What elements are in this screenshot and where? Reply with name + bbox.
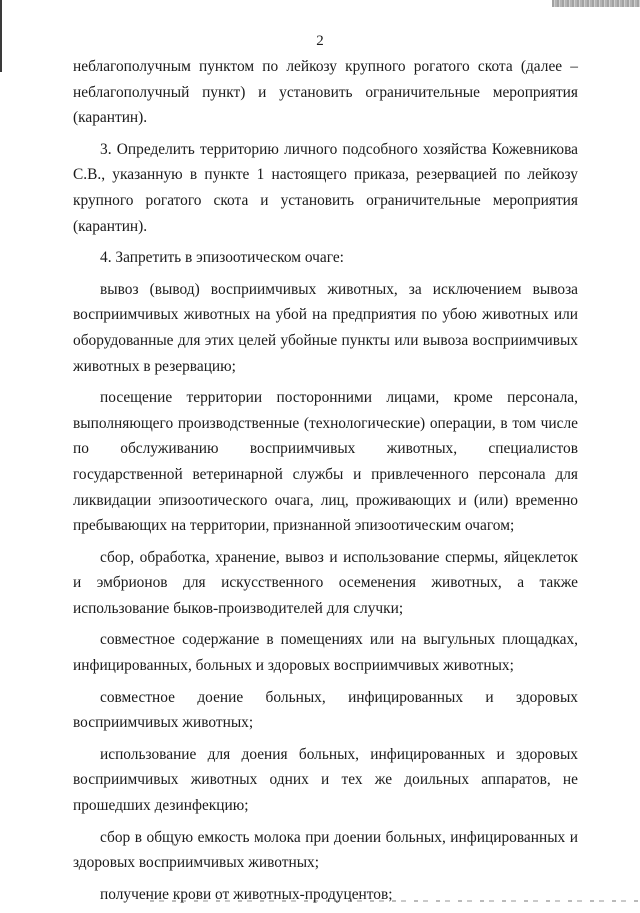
paragraph-continuation: неблагополучным пунктом по лейкозу крупного рогатого скота (далее – неблагополучный пункт) и установить ограничительные мероприятия (карантин). [73,58,578,127]
prohibition-item: сбор, обработка, хранение, вывоз и использование спермы, яйцеклеток и эмбрионов для искусственного осеменения животных, а также использование быков-производителей для случки; [73,548,578,617]
prohibition-item: посещение территории посторонними лицами, кроме персонала, выполняющего производственные (технологические) операции, в том числе по обслуживанию восприимчивых животных, специалистов государственной ветеринарной службы и привлеченного персонала для ликвидации эпизоотического очага, лиц, проживающих и (или) временно пребывающих на территории, признанной эпизоотическим очагом; [73,389,578,535]
prohibition-item: использование для доения больных, инфицированных и здоровых восприимчивых животных одних и тех же доильных аппаратов, не прошедших дезинфекцию; [73,745,578,815]
prohibition-item: совместное доение больных, инфицированных и здоровых восприимчивых животных; [73,688,578,732]
document-body [73,54,578,913]
prohibition-item: совместное содержание в помещениях или на выгульных площадках, инфицированных, больных и здоровых восприимчивых животных; [73,631,578,675]
page-number: 2 [316,33,324,49]
prohibition-item: вывоз (вывод) восприимчивых животных, за исключением вывоза восприимчивых животных на убой на предприятия по убою животных или оборудованные для этих целей убойные пункты или вывоза восприимчивых животных в резервацию; [73,280,578,375]
prohibition-item: получение крови от животных-продуцентов; [100,885,393,903]
scan-edge-mark [552,0,640,7]
paragraph-item-4: 4. Запретить в эпизоотическом очаге: [100,249,344,267]
paragraph-item-3: 3. Определить территорию личного подсобного хозяйства Кожевникова С.В., указанную в пункте 1 настоящего приказа, резервацией по лейкозу крупного рогатого скота и установить ограничительные мероприятия (карантин). [73,140,578,235]
prohibition-item: сбор в общую емкость молока при доении больных, инфицированных и здоровых восприимчивых животных; [73,828,578,872]
